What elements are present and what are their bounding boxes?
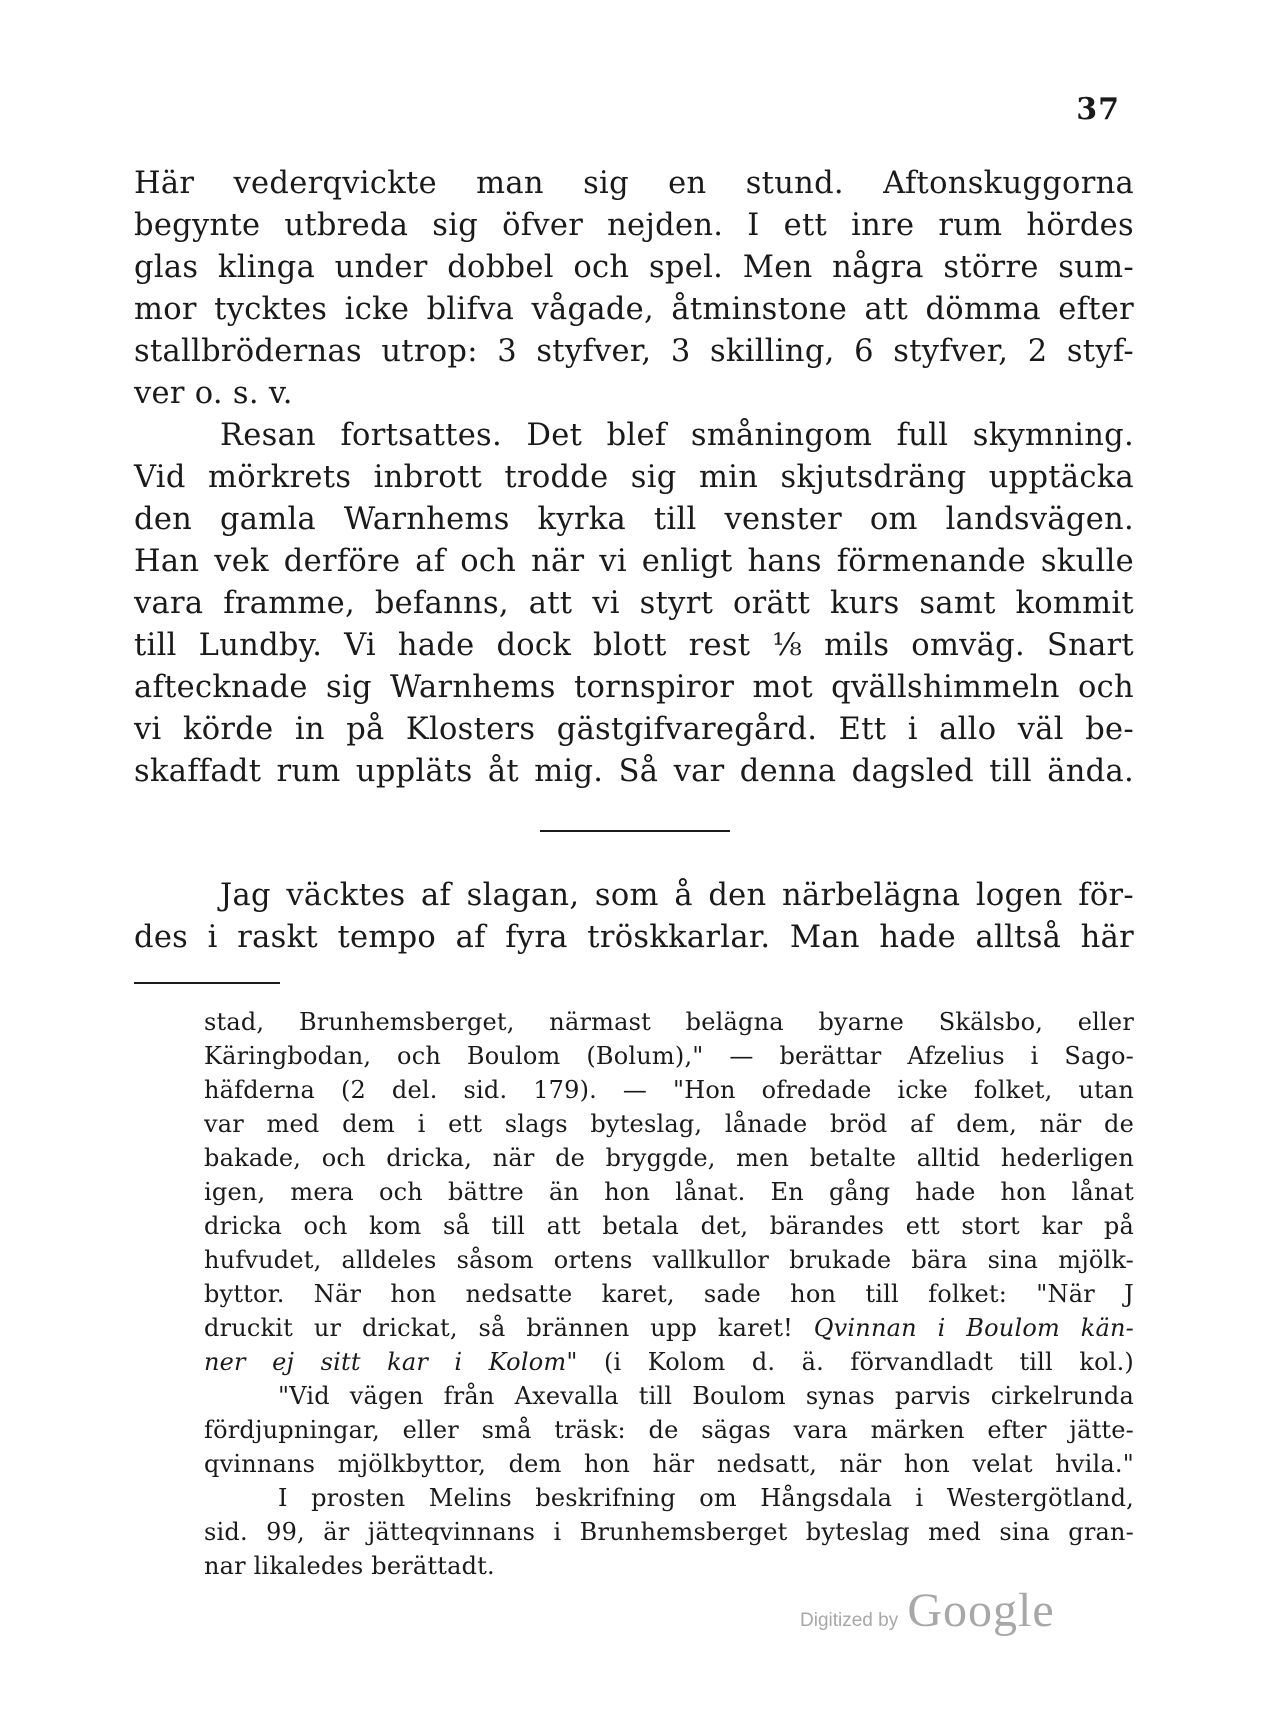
footnote-line: stad, Brunhemsberget, närmast belägna byarne Skälsbo, eller bbox=[204, 1008, 1134, 1036]
footnote-line: hufvudet, alldeles såsom ortens vallkullor brukade bära sina mjölk- bbox=[204, 1246, 1134, 1274]
footnote-line: bakade, och dricka, när de bryggde, men betalte alltid hederligen bbox=[204, 1144, 1134, 1172]
footnote-rule bbox=[134, 982, 280, 984]
second-text-section bbox=[134, 875, 1134, 959]
footnote-line-text: druckit ur drickat, så brännen upp karet! bbox=[204, 1314, 793, 1342]
text-line: Jag väcktes af slagan, som å den närbelägna logen för- bbox=[220, 878, 1134, 913]
footnote-line-text: " (i Kolom d. ä. förvandladt till kol.) bbox=[566, 1348, 1134, 1376]
footnote-line: dricka och kom så till att betala det, bärandes ett stort kar på bbox=[204, 1212, 1134, 1240]
footnote-line: "Vid vägen från Axevalla till Boulom synas parvis cirkelrunda bbox=[278, 1382, 1134, 1410]
footnote-line: var med dem i ett slags byteslag, lånade bröd af dem, när de bbox=[204, 1110, 1134, 1138]
text-line: aftecknade sig Warnhems tornspiror mot qvällshimmeln och bbox=[134, 670, 1134, 705]
footnote-line: sid. 99, är jätteqvinnans i Brunhemsberget byteslag med sina gran- bbox=[204, 1518, 1134, 1546]
text-line: Resan fortsattes. Det blef småningom full skymning. bbox=[220, 418, 1134, 453]
text-line: till Lundby. Vi hade dock blott rest ⅛ mils omväg. Snart bbox=[134, 628, 1134, 663]
footnote-line bbox=[204, 1345, 1134, 1379]
footnote-line: qvinnans mjölkbyttor, dem hon här nedsatt, när hon velat hvila." bbox=[204, 1450, 1134, 1478]
text-line: den gamla Warnhems kyrka till venster om landsvägen. bbox=[134, 502, 1134, 537]
footnote-line: häfderna (2 del. sid. 179). — "Hon ofredade icke folket, utan bbox=[204, 1076, 1134, 1104]
footnotes bbox=[204, 1005, 1134, 1583]
footnote-line: fördjupningar, eller små träsk: de sägas vara märken efter jätte- bbox=[204, 1416, 1134, 1444]
digitized-watermark bbox=[800, 1583, 1060, 1643]
text-line: stallbrödernas utrop: 3 styfver, 3 skilling, 6 styfver, 2 styf- bbox=[134, 334, 1134, 369]
text-line: mor tycktes icke blifva vågade, åtminstone att dömma efter bbox=[134, 292, 1134, 327]
text-line: vara framme, befanns, att vi styrt orätt kurs samt kommit bbox=[134, 586, 1134, 621]
text-line: begynte utbreda sig öfver nejden. I ett inre rum hördes bbox=[134, 208, 1134, 243]
watermark-prefix: Digitized by bbox=[800, 1610, 899, 1631]
footnote-line bbox=[204, 1311, 1134, 1345]
text-line: Här vederqvickte man sig en stund. Aftonskuggorna bbox=[134, 166, 1134, 201]
main-text-section bbox=[134, 163, 1134, 793]
text-line: des i raskt tempo af fyra tröskkarlar. Man hade alltså här bbox=[134, 920, 1134, 955]
page-number: 37 bbox=[1076, 92, 1120, 127]
footnote-line: I prosten Melins beskrifning om Hångsdala i Westergötland, bbox=[278, 1484, 1134, 1512]
text-line: Vid mörkrets inbrott trodde sig min skjutsdräng upptäcka bbox=[134, 460, 1134, 495]
text-line: skaffadt rum uppläts åt mig. Så var denna dagsled till ända. bbox=[134, 754, 1134, 789]
text-line: vi körde in på Klosters gästgifvaregård. Ett i allo väl be- bbox=[134, 712, 1134, 747]
footnote-line: Käringbodan, och Boulom (Bolum)," — berättar Afzelius i Sago- bbox=[204, 1042, 1134, 1070]
footnote-italic-text: Qvinnan i Boulom kän- bbox=[813, 1314, 1134, 1342]
google-logo: Google bbox=[907, 1584, 1055, 1637]
footnote-italic-text: ner ej sitt kar i Kolom bbox=[204, 1348, 567, 1376]
section-divider bbox=[540, 830, 730, 832]
footnote-line: igen, mera och bättre än hon lånat. En gång hade hon lånat bbox=[204, 1178, 1134, 1206]
text-line: glas klinga under dobbel och spel. Men några större sum- bbox=[134, 250, 1134, 285]
text-line: Han vek derföre af och när vi enligt hans förmenande skulle bbox=[134, 544, 1134, 579]
footnote-line: nar likaledes berättadt. bbox=[204, 1552, 495, 1580]
footnote-line: byttor. När hon nedsatte karet, sade hon till folket: "När J bbox=[204, 1280, 1134, 1308]
text-line: ver o. s. v. bbox=[134, 376, 293, 411]
